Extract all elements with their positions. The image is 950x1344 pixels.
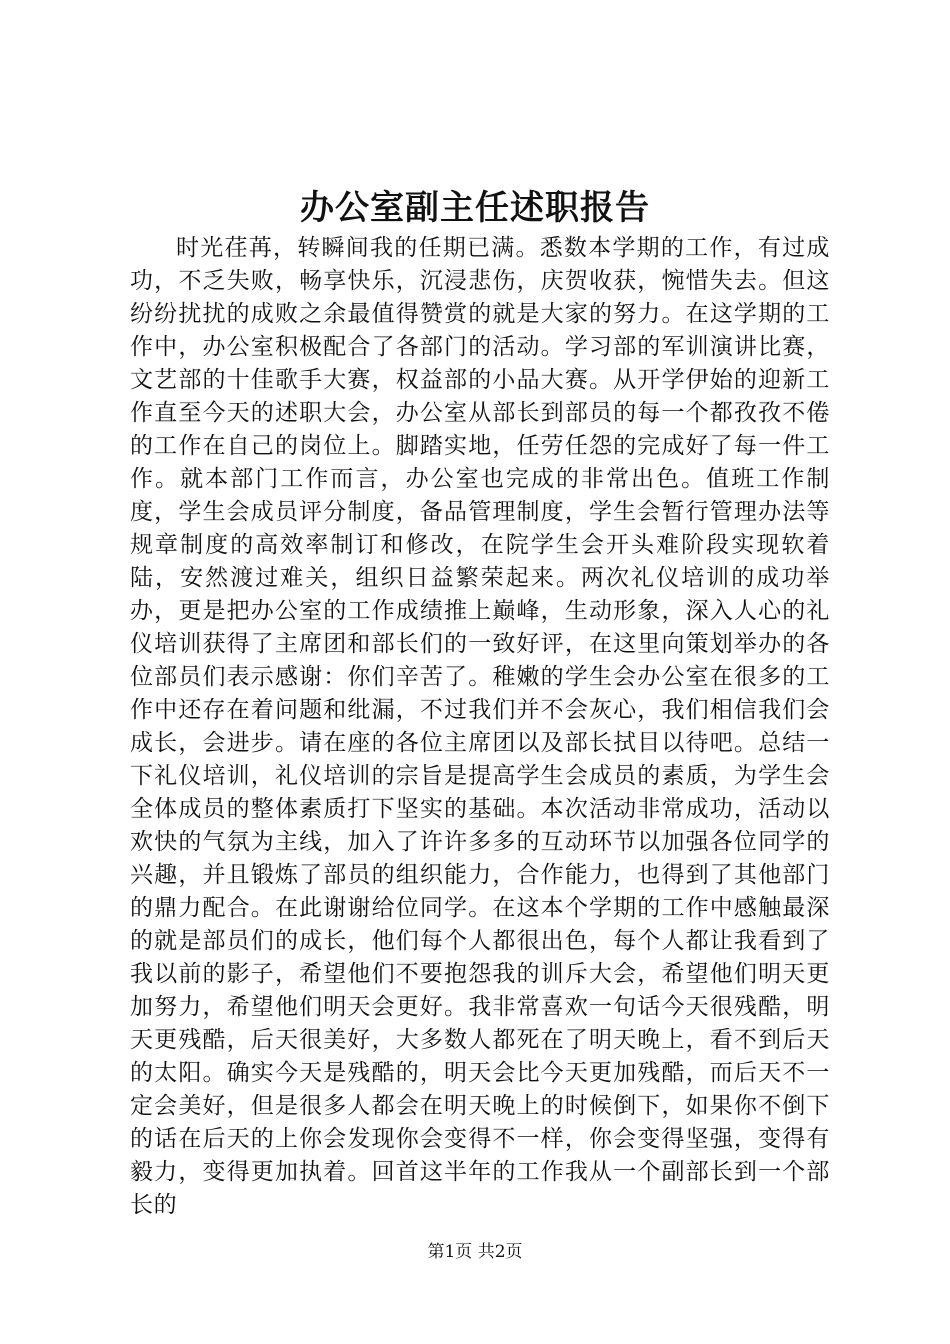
body-paragraph: 时光荏苒，转瞬间我的任期已满。悉数本学期的工作，有过成功，不乏失败，畅享快乐，沉浸悲伤，庆贺收获，惋惜失去。但这纷纷扰扰的成败之余最值得赞赏的就是大家的努力。在这学期的工作中，办公室积极配合了各部门的活动。学习部的军训演讲比赛，文艺部的十佳歌手大赛，权益部的小品大赛。从开学伊始的迎新工作直至今天的述职大会，办公室从部长到部员的每一个都孜孜不倦的工作在自己的岗位上。脚踏实地，任劳任怨的完成好了每一件工作。就本部门工作而言，办公室也完成的非常出色。值班工作制度，学生会成员评分制度，备品管理制度，学生会暂行管理办法等规章制度的高效率制订和修改，在院学生会开头难阶段实现软着陆，安然渡过难关，组织日益繁荣起来。两次礼仪培训的成功举办，更是把办公室的工作成绩推上巅峰，生动形象，深入人心的礼仪培训获得了主席团和部长们的一致好评，在这里向策划举办的各位部员们表示感谢：你们辛苦了。稚嫩的学生会办公室在很多的工作中还存在着问题和纰漏，不过我们并不会灰心，我们相信我们会成长，会进步。请在座的各位主席团以及部长拭目以待吧。总结一下礼仪培训，礼仪培训的宗旨是提高学生会成员的素质，为学生会全体成员的整体素质打下坚实的基础。本次活动非常成功，活动以欢快的气氛为主线，加入了许许多多的互动环节以加强各位同学的兴趣，并且锻炼了部员的组织能力，合作能力，也得到了其他部门的鼎力配合。在此谢谢给位同学。在这本个学期的工作中感触最深的就是部员们的成长，他们每个人都很出色，每个人都让我看到了我以前的影子，希望他们不要抱怨我的训斥大会，希望他们明天更加努力，希望他们明天会更好。我非常喜欢一句话今天很残酷，明天更残酷，后天很美好，大多数人都死在了明天晚上，看不到后天的太阳。确实今天是残酷的，明天会比今天更加残酷，而后天不一定会美好，但是很多人都会在明天晚上的时候倒下，如果你不倒下的话在后天的上你会发现你会变得不一样，你会变得坚强，变得有毅力，变得更加执着。回首这半年的工作我从一个副部长到一个部长的 — [130, 235, 830, 1218]
document-title: 办公室副主任述职报告 — [300, 188, 650, 228]
page-number-footer: 第1页 共2页 — [427, 1242, 523, 1262]
